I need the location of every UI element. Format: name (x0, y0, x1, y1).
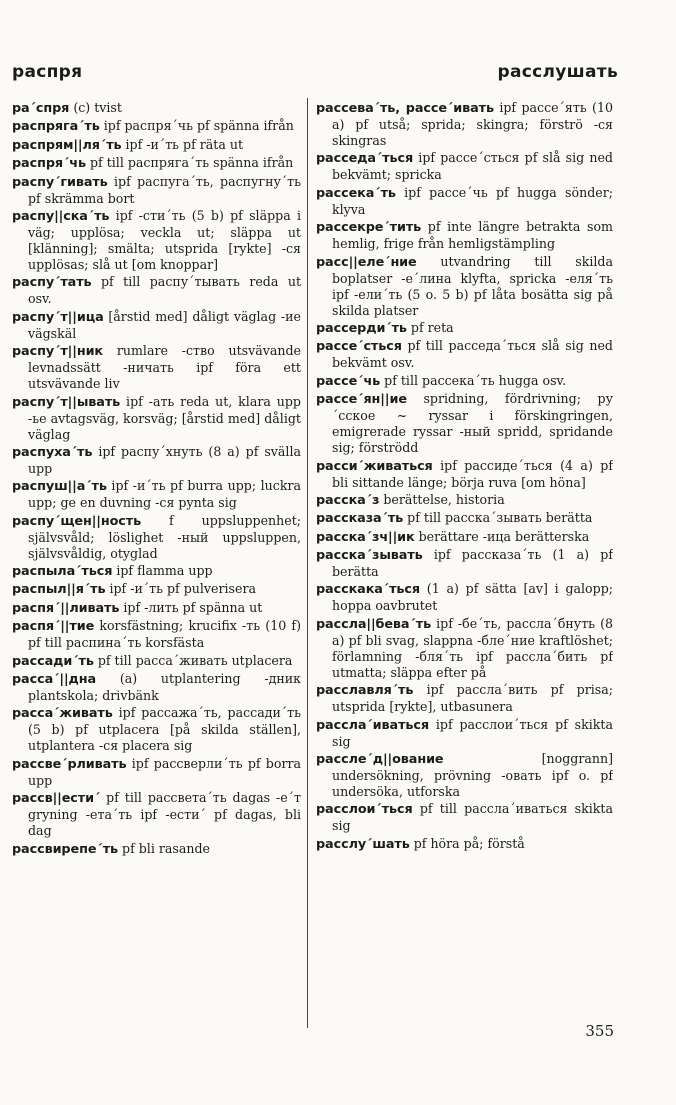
entry-headword: распу||ска´ть (12, 208, 110, 224)
entry-headword: распуш||а´ть (12, 479, 107, 495)
dictionary-entry (12, 705, 301, 754)
entry-headword: распряга´ть (12, 119, 100, 135)
entry-definition: ipf -и´ть pf pulverisera (105, 581, 256, 597)
entry-headword: распу´т||ица (12, 309, 104, 325)
page-number: 355 (585, 1022, 614, 1040)
entry-headword: рассерди´ть (316, 320, 407, 336)
entry-headword: расска´зч||ик (316, 529, 415, 545)
dictionary-entry (12, 790, 301, 839)
entry-definition: ipf -и´ть pf räta ut (121, 136, 244, 152)
entry-definition: [årstid med] dåligt väglag -ие vägskäl (28, 308, 301, 341)
dictionary-entry (12, 100, 301, 117)
entry-headword: расси´живаться (316, 458, 433, 474)
dictionary-entry (316, 185, 613, 218)
entry-headword: распя´||тие (12, 619, 95, 635)
entry-definition: ipf распря´чь pf spänna ifrån (99, 118, 294, 134)
entry-headword: рассла´иваться (316, 717, 429, 733)
entry-definition: ipf рассе´ять (10 a) pf utså; sprida; skingra; förströ -ся skingras (332, 100, 613, 148)
entry-headword: распыла´ться (12, 564, 113, 580)
entry-headword: расскака´ться (316, 582, 421, 598)
dictionary-entry (12, 174, 301, 207)
dictionary-entry (316, 836, 613, 853)
entry-headword: рассв||ести´ (12, 791, 101, 807)
entry-definition: f uppsluppenhet; självsvåld; löslighet -ный uppsluppen, självsvåldig, otyglad (28, 512, 301, 561)
entry-headword: распу´т||ывать (12, 394, 121, 410)
entry-headword: распу´щен||ность (12, 513, 142, 529)
dictionary-entry (12, 137, 301, 154)
entry-definition: ipf рассла´вить pf prisa; utsprida [rykte], utbasunera (332, 682, 613, 715)
entry-definition: rumlare -ство utsvävande levnadssätt -ничать ipf föra ett utsvävande liv (28, 343, 301, 392)
entry-headword: рассева´ть, рассе´ивать (316, 101, 494, 116)
dictionary-entry (12, 155, 301, 172)
dictionary-entry (12, 343, 301, 392)
dictionary-entry (316, 219, 613, 252)
entry-definition: ipf распу´хнуть (8 a) pf svälla upp (28, 443, 301, 476)
entry-definition: [noggrann] undersökning, prövning -овать ipf o. pf undersöka, utforska (332, 751, 613, 800)
dictionary-entry (316, 682, 613, 715)
dictionary-entry (316, 100, 613, 149)
entry-headword: расславля´ть (316, 683, 414, 699)
dictionary-entry (316, 510, 613, 527)
entry-headword: расса´||дна (12, 672, 97, 688)
dictionary-entry (316, 373, 613, 390)
dictionary-entry (12, 513, 301, 562)
entry-definition: pf inte längre betrakta som hemlig, frige från hemligstämpling (332, 219, 613, 252)
entry-definition: ipf -сти´ть (5 b) pf släppa i väg; upplösa; veckla ut; släppa ut [klänning]; smälta; utsprida [rykte] -ся upplösas; slå ut [om knoppar] (28, 207, 301, 272)
dictionary-entry (12, 118, 301, 135)
entry-headword: расс||еле´ние (316, 254, 417, 270)
dictionary-entry (316, 801, 613, 834)
dictionary-entry (316, 751, 613, 800)
entry-definition: pf höra på; förstå (409, 835, 525, 851)
page-header (12, 62, 618, 88)
dictionary-entry (12, 841, 301, 858)
dictionary-entry (316, 492, 613, 509)
dictionary-entry (316, 547, 613, 580)
entry-headword: расска´з (316, 492, 380, 508)
entry-definition: spridning, fördrivning; ру´сское ~ ryssar i förskingringen, emigrerade ryssar -ный spridd, spridande sig; förströdd (332, 391, 613, 456)
entry-definition: berättelse, historia (379, 491, 505, 507)
entry-definition: ipf рассказа´ть (1 a) pf berätta (332, 547, 613, 580)
dictionary-entry (12, 618, 301, 651)
dictionary-entry (12, 563, 301, 580)
entry-definition: pf till распряга´ть spänna ifrån (85, 155, 294, 171)
entry-definition: ipf распуга´ть, распугну´ть pf skrämma bort (28, 173, 301, 206)
entry-definition: (a) utplantering -дник plantskola; drivbänk (28, 671, 301, 704)
left-column (12, 100, 301, 1035)
entry-definition: ipf -ать reda ut, klara upp -ье avtagsväg, korsväg; [årstid med] dåligt väglag (28, 393, 301, 442)
entry-definition: berättare -ица berätterska (414, 528, 590, 544)
entry-headword: рассве´рливать (12, 756, 127, 772)
dictionary-entry (316, 391, 613, 456)
entry-definition: ipf рассе´чь pf hugga sönder; klyva (332, 184, 613, 217)
entry-definition: pf till расска´зывать berätta (403, 510, 593, 526)
entry-definition: ipf расслои´ться pf skikta sig (332, 716, 613, 749)
column-divider (307, 98, 308, 1028)
entry-headword: распу´т||ник (12, 344, 104, 360)
entry-headword: рассле´д||ование (316, 752, 444, 768)
dictionary-entry (316, 320, 613, 337)
left-guide-word: распря (12, 62, 83, 82)
dictionary-entry (316, 717, 613, 750)
entry-headword: расслои´ться (316, 802, 413, 818)
entry-definition: ipf рассе´сться pf slå sig ned bekvämt; spricka (332, 150, 613, 183)
entry-definition: ipf рассиде´ться (4 a) pf bli sittande länge; börja ruva [om höna] (332, 457, 613, 490)
dictionary-entry (12, 309, 301, 342)
entry-definition: pf till рассека´ть hugga osv. (380, 372, 567, 388)
entry-definition: (c) tvist (69, 100, 122, 115)
entry-definition: pf till рассла´иваться skikta sig (332, 801, 613, 834)
right-column (316, 100, 613, 1035)
entry-headword: рассказа´ть (316, 511, 404, 527)
dictionary-entry (12, 208, 301, 273)
dictionary-entry (12, 478, 301, 511)
entry-definition: ipf -и´ть pf burra upp; luckra upp; ge en duvning -ся pynta sig (28, 478, 301, 511)
entry-definition: ipf -бе´ть, рассла´бнуть (8 a) pf bli svag, slappna -бле´ние kraftlöshet; förlamning -бля´ть ipf рассла´бить pf utmatta; släppa efter på (332, 615, 613, 680)
entry-headword: распу´гивать (12, 174, 108, 190)
entry-definition: utvandring till skilda boplatser -е´лина klyfta, spricka -еля´ть ipf -ели´ть (5 o. 5 b) pf låta bosätta sig på skilda platser (332, 253, 613, 318)
entry-headword: распу´тать (12, 275, 92, 291)
dictionary-entry (12, 444, 301, 477)
dictionary-entry (12, 581, 301, 598)
entry-definition: (1 a) pf sätta [av] i galopp; hoppa oavbrutet (332, 581, 613, 614)
dictionary-entry (316, 338, 613, 371)
entry-definition: ipf рассажа´ть, рассади´ть (5 b) pf utplacera [på skilda ställen], utplantera -ся placera sig (28, 705, 301, 754)
dictionary-entry (12, 671, 301, 704)
entry-definition: korsfästning; krucifix -ть (10 f) pf till распина´ть korsfästa (28, 618, 301, 651)
entry-headword: рассади´ть (12, 653, 94, 669)
entry-headword: рассекре´тить (316, 220, 422, 236)
entry-definition: pf till рассвета´ть dagas -е´т gryning -ета´ть ipf -ести´ pf dagas, bli dag (28, 790, 301, 839)
entry-headword: распрям||ля´ть (12, 137, 122, 153)
dictionary-entry (316, 581, 613, 614)
entry-definition: ipf -лить pf spänna ut (119, 599, 263, 615)
entry-definition: pf till расседа´ться slå sig ned bekvämt osv. (332, 338, 613, 371)
entry-definition: ipf flamma upp (112, 563, 213, 579)
dictionary-entry (12, 600, 301, 617)
entry-headword: расса´живать (12, 706, 113, 722)
entry-headword: распя´||ливать (12, 600, 120, 616)
dictionary-entry (316, 458, 613, 491)
entry-headword: расска´зывать (316, 548, 423, 564)
entry-headword: рассека´ть (316, 185, 396, 201)
entry-headword: распыл||я´ть (12, 582, 106, 598)
entry-definition: pf reta (406, 319, 454, 335)
dictionary-entry (316, 529, 613, 546)
dictionary-entry (316, 616, 613, 681)
entry-definition: pf till расса´живать utplacera (93, 652, 293, 668)
entry-definition: pf till распу´тывать reda ut osv. (28, 274, 301, 307)
entry-definition: pf bli rasande (118, 840, 210, 856)
entry-headword: распуха´ть (12, 444, 93, 460)
entry-headword: расслу´шать (316, 836, 410, 852)
dictionary-entry (12, 274, 301, 307)
dictionary-entry (12, 653, 301, 670)
entry-headword: рассе´ян||ие (316, 392, 407, 408)
dictionary-entry (316, 254, 613, 319)
entry-headword: расседа´ться (316, 151, 414, 167)
entry-headword: рассла||бева´ть (316, 616, 432, 632)
entry-headword: рассе´сться (316, 339, 402, 355)
entry-headword: рассвирепе´ть (12, 841, 118, 857)
entry-headword: ра´спря (12, 101, 70, 116)
dictionary-entry (12, 394, 301, 443)
dictionary-entry (12, 756, 301, 789)
entry-headword: рассе´чь (316, 373, 381, 389)
dictionary-entry (316, 150, 613, 183)
entry-headword: распря´чь (12, 156, 86, 172)
entry-definition: ipf рассверли´ть pf borra upp (28, 755, 301, 788)
right-guide-word: расслушать (497, 62, 618, 82)
